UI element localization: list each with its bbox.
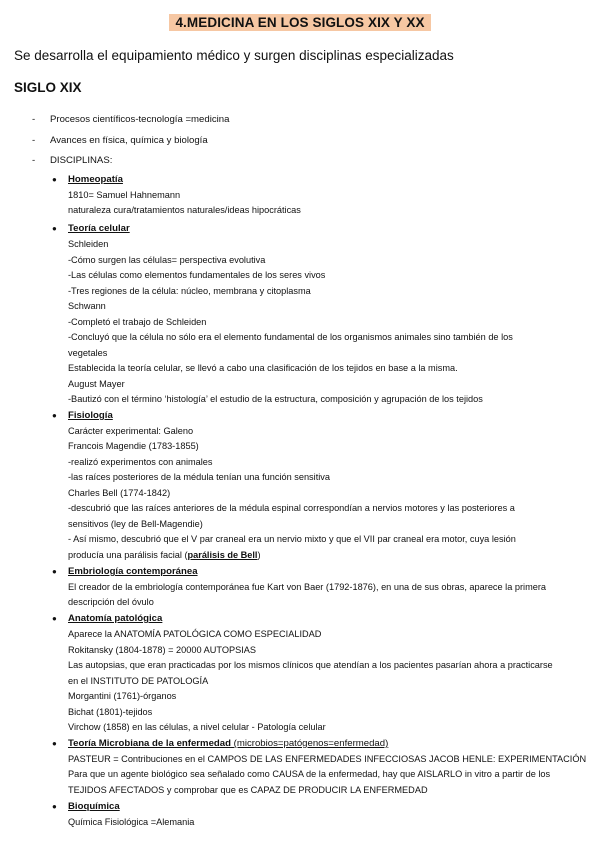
discipline-line: 1810= Samuel Hahnemann xyxy=(68,190,181,200)
dash-bullet: - xyxy=(32,135,36,146)
discipline-line: Bichat (1801)-tejidos xyxy=(68,707,153,717)
discipline-line: Las autopsias, que eran practicadas por los mismos clínicos que atendían a los pacientes pasarían ahora a practicarse xyxy=(68,660,553,670)
bullet-icon: ● xyxy=(52,739,57,748)
discipline-line: Morgantini (1761)-órganos xyxy=(68,691,177,701)
dash-bullet: - xyxy=(32,114,36,125)
bullet-icon: ● xyxy=(52,411,57,420)
discipline-line: -realizó experimentos con animales xyxy=(68,457,213,467)
discipline-line: Schwann xyxy=(68,301,106,311)
subtitle: Se desarrolla el equipamiento médico y surgen disciplinas especializadas xyxy=(14,48,454,63)
discipline-heading: Fisiología xyxy=(68,410,113,421)
discipline-line: Química Fisiológica =Alemania xyxy=(68,817,195,827)
discipline-line: -las raíces posteriores de la médula tenían una función sensitiva xyxy=(68,472,330,482)
bullet-icon: ● xyxy=(52,802,57,811)
discipline-heading-text: Teoría Microbiana de la enfermedad xyxy=(68,738,231,749)
discipline-line: -Concluyó que la célula no sólo era el elemento fundamental de los organismos animales sino también de los xyxy=(68,332,513,342)
bullet-icon: ● xyxy=(52,567,57,576)
intro-item xyxy=(32,135,208,146)
discipline-line: -Tres regiones de la célula: núcleo, membrana y citoplasma xyxy=(68,286,311,296)
discipline-line: Charles Bell (1774-1842) xyxy=(68,488,171,498)
discipline-line: PASTEUR = Contribuciones en el CAMPOS DE LAS ENFERMEDADES INFECCIOSAS JACOB HENLE: EXPERIMENTACIÓN xyxy=(68,754,587,764)
discipline-line-text: producía una parálisis facial ( xyxy=(68,550,188,560)
discipline-line: TEJIDOS AFECTADOS y comprobar que es CAPAZ DE PRODUCIR LA ENFERMEDAD xyxy=(68,785,428,795)
discipline-heading: Bioquímica xyxy=(68,801,120,812)
discipline-line: Francois Magendie (1783-1855) xyxy=(68,441,199,451)
intro-item-text: DISCIPLINAS: xyxy=(50,155,113,166)
bell-palsy-term: parálisis de Bell xyxy=(187,550,258,560)
intro-item-text: Procesos científicos-tecnología =medicina xyxy=(50,114,230,125)
discipline-line: -Bautizó con el término ‘histología’ el estudio de la estructura, composición y agrupación de los tejidos xyxy=(68,394,483,404)
dash-bullet: - xyxy=(32,155,36,166)
bullet-icon: ● xyxy=(52,614,57,623)
bullet-icon: ● xyxy=(52,224,57,233)
discipline-line: -Cómo surgen las células= perspectiva evolutiva xyxy=(68,255,266,265)
discipline-line: en el INSTITUTO DE PATOLOGÍA xyxy=(68,676,209,686)
discipline-line: -descubrió que las raíces anteriores de la médula espinal correspondían a nervios motores y las posteriores a xyxy=(68,503,515,513)
discipline-line: -Completó el trabajo de Schleiden xyxy=(68,317,207,327)
intro-item-text: Avances en física, química y biología xyxy=(50,135,208,146)
intro-item xyxy=(32,155,112,166)
discipline-heading: Anatomía patológica xyxy=(68,613,163,624)
discipline-line: Para que un agente biológico sea señalado como CAUSA de la enfermedad, hay que AISLARLO in vitro a partir de los xyxy=(68,769,551,779)
discipline-line: Rokitansky (1804-1878) = 20000 AUTOPSIAS xyxy=(68,645,257,655)
document-title: 4.MEDICINA EN LOS SIGLOS XIX Y XX xyxy=(169,14,430,31)
discipline-line: naturaleza cura/tratamientos naturales/ideas hipocráticas xyxy=(68,205,301,215)
discipline-line: - Así mismo, descubrió que el V par craneal era un nervio mixto y que el VII par craneal era motor, cuya lesión xyxy=(68,534,516,544)
section-heading: SIGLO XIX xyxy=(14,80,82,95)
discipline-heading: Homeopatía xyxy=(68,174,123,185)
title-wrapper xyxy=(0,14,600,32)
discipline-line: sensitivos (ley de Bell-Magendie) xyxy=(68,519,203,529)
discipline-line xyxy=(68,550,568,560)
bell-close: ) xyxy=(257,550,261,560)
discipline-line: El creador de la embriología contemporánea fue Kart von Baer (1792-1876), en una de sus obras, aparece la primera xyxy=(68,582,547,592)
discipline-heading: Embriología contemporánea xyxy=(68,566,198,577)
discipline-line: vegetales xyxy=(68,348,108,358)
bullet-icon: ● xyxy=(52,175,57,184)
discipline-heading-tail: (microbios=patógenos=enfermedad) xyxy=(230,738,389,749)
intro-item xyxy=(32,114,229,125)
discipline-line: descripción del óvulo xyxy=(68,597,154,607)
discipline-line: -Las células como elementos fundamentales de los seres vivos xyxy=(68,270,326,280)
discipline-line: Establecida la teoría celular, se llevó a cabo una clasificación de los tejidos en base a la misma. xyxy=(68,363,458,373)
discipline-heading xyxy=(68,738,388,749)
discipline-line: Carácter experimental: Galeno xyxy=(68,426,194,436)
discipline-line: Aparece la ANATOMÍA PATOLÓGICA COMO ESPECIALIDAD xyxy=(68,629,322,639)
discipline-heading: Teoría celular xyxy=(68,223,130,234)
discipline-line: Schleiden xyxy=(68,239,109,249)
discipline-line: Virchow (1858) en las células, a nivel celular - Patología celular xyxy=(68,722,326,732)
discipline-line: August Mayer xyxy=(68,379,125,389)
